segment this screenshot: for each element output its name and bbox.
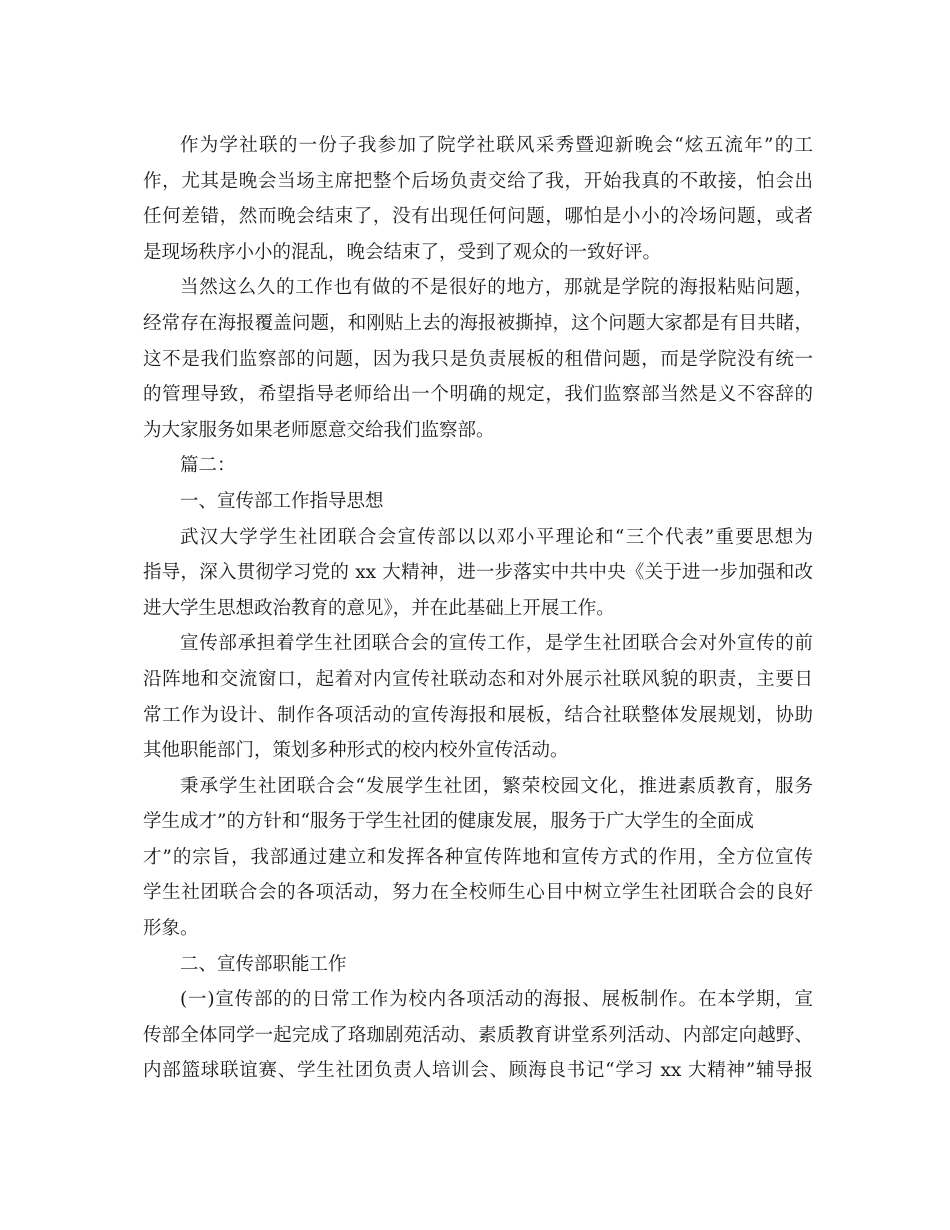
text-line: 进大学生思想政治教育的意见》，并在此基础上开展工作。 [143,597,615,619]
text-line: 形象。 [143,918,199,940]
text-line: 内部篮球联谊赛、学生社团负责人培训会、顾海良书记“学习 xx 大精神”辅导报 [143,1060,813,1082]
text-line: 秉承学生社团联合会“发展学生社团，繁荣校园文化，推进素质教育，服务 [180,775,813,797]
text-line: 宣传部承担着学生社团联合会的宣传工作，是学生社团联合会对外宣传的前 [180,633,813,655]
text-line: 当然这么久的工作也有做的不是很好的地方，那就是学院的海报粘贴问题， [180,277,813,299]
document-body [143,128,813,1089]
text-line: 作，尤其是晚会当场主席把整个后场负责交给了我，开始我真的不敢接，怕会出 [143,170,813,192]
text-line: 任何差错，然而晚会结束了，没有出现任何问题，哪怕是小小的冷场问题，或者 [143,206,813,228]
text-line: 沿阵地和交流窗口，起着对内宣传社联动态和对外展示社联风貌的职责，主要日 [143,668,813,690]
text-line: 学生成才”的方针和“服务于学生社团的健康发展，服务于广大学生的全面成 [143,811,754,833]
text-line: 指导，深入贯彻学习党的 xx 大精神，进一步落实中共中央《关于进一步加强和改 [143,562,813,584]
text-line: 其他职能部门，策划多种形式的校内校外宣传活动。 [143,740,569,762]
text-line: 为大家服务如果老师愿意交给我们监察部。 [143,419,495,441]
text-line: 常工作为设计、制作各项活动的宣传海报和展板，结合社联整体发展规划，协助 [143,704,813,726]
text-line: 经常存在海报覆盖问题，和刚贴上去的海报被撕掉，这个问题大家都是有目共睹， [143,312,813,334]
text-line: 这不是我们监察部的问题，因为我只是负责展板的租借问题，而是学院没有统一 [143,348,813,370]
text-line: 二、宣传部职能工作 [180,953,347,975]
text-line: 篇二： [180,455,236,477]
text-line: 是现场秩序小小的混乱，晚会结束了，受到了观众的一致好评。 [143,241,662,263]
text-line: 作为学社联的一份子我参加了院学社联风采秀暨迎新晚会“炫五流年”的工 [180,135,813,156]
text-line: 的管理导致，希望指导老师给出一个明确的规定，我们监察部当然是义不容辞的 [143,384,813,406]
text-line: 一、宣传部工作指导思想 [180,490,384,512]
text-line: 才”的宗旨，我部通过建立和发挥各种宣传阵地和宣传方式的作用，全方位宣传 [143,846,813,868]
text-line: 武汉大学学生社团联合会宣传部以以邓小平理论和“三个代表”重要思想为 [180,526,813,548]
text-line: 传部全体同学一起完成了珞珈剧苑活动、素质教育讲堂系列活动、内部定向越野、 [143,1024,813,1046]
text-line: 学生社团联合会的各项活动，努力在全校师生心目中树立学生社团联合会的良好 [143,882,813,904]
text-line: (一)宣传部的的日常工作为校内各项活动的海报、展板制作。在本学期，宣 [180,989,813,1011]
